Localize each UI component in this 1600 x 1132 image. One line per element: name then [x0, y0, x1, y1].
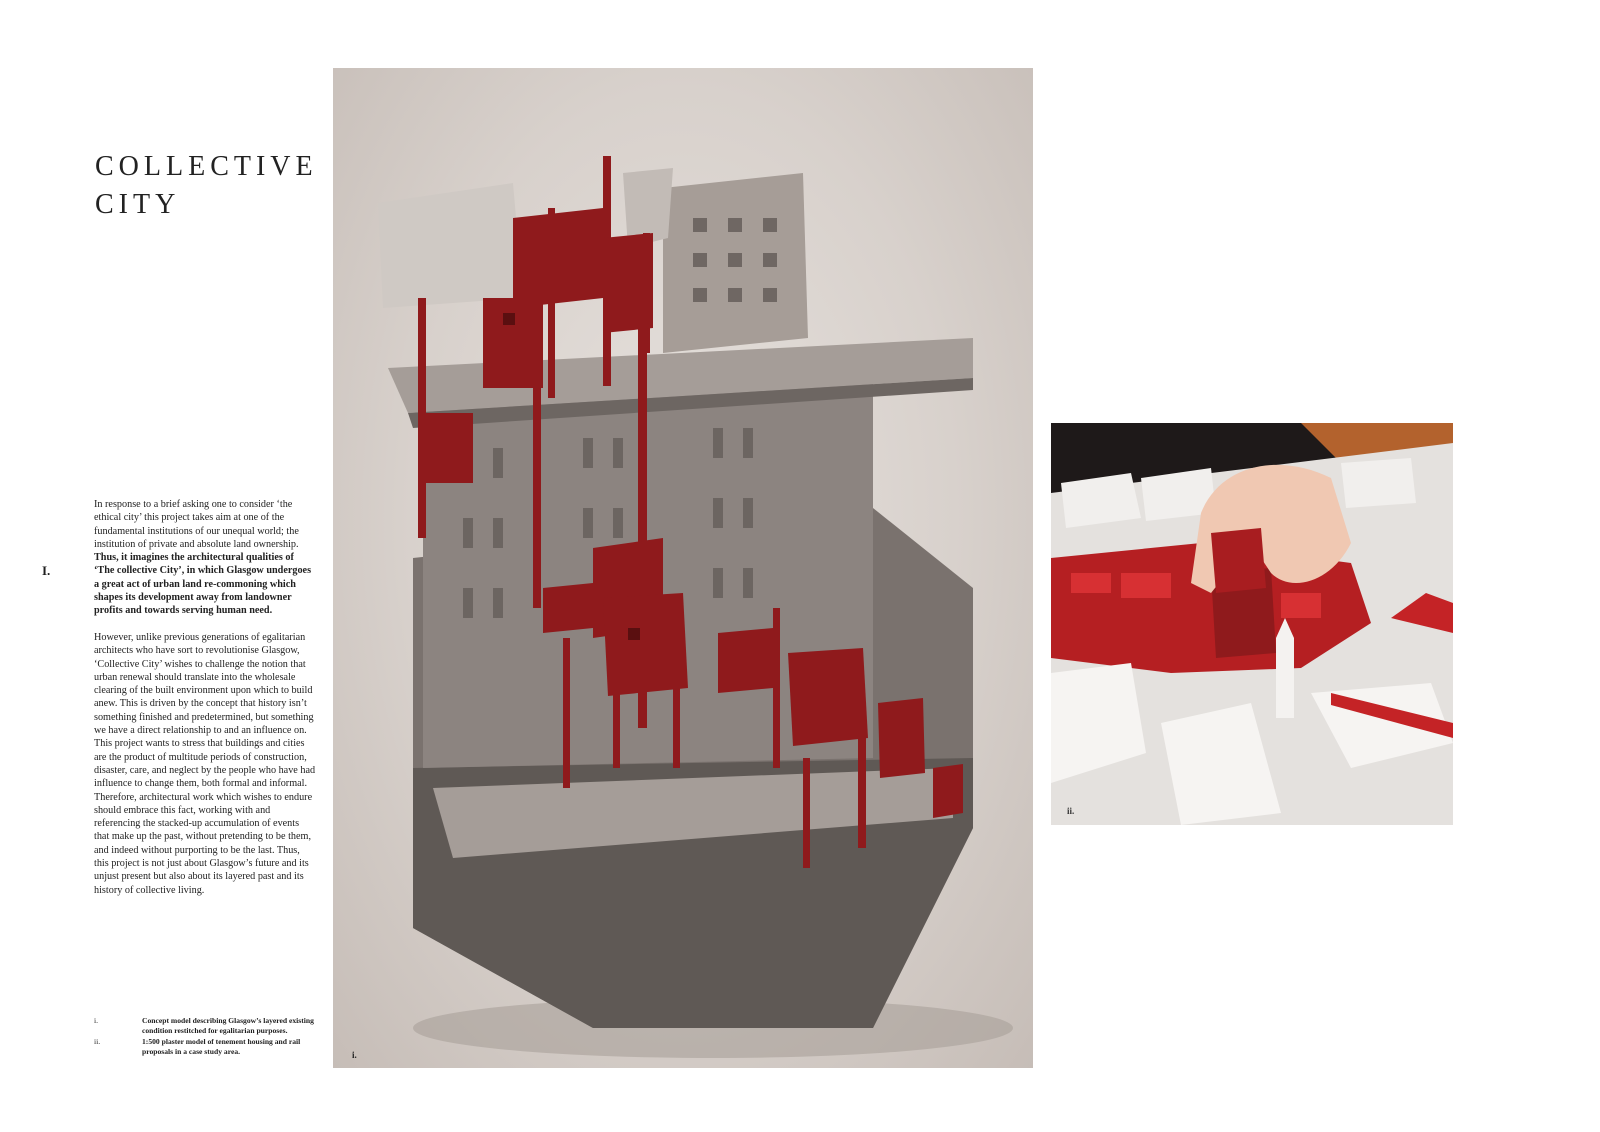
body-text	[94, 498, 316, 910]
plaster-model-illustration	[1051, 423, 1453, 825]
plaster-model-photo	[1051, 423, 1453, 825]
caption-2-number: ii.	[94, 1037, 101, 1047]
title-line-1: COLLECTIVE	[95, 151, 318, 182]
title-line-2: CITY	[95, 189, 181, 220]
caption-2-text: 1:500 plaster model of tenement housing and rail proposals in a case study area.	[142, 1037, 301, 1056]
caption-1-number: i.	[94, 1016, 99, 1025]
paragraph-1-bold: Thus, it imagines the architectural qualities of ‘The collective City’, in which Glasgow undergoes a great act of urban land re-commoning which shapes its development away from landowner profits and towards serving human need.	[94, 552, 312, 617]
concept-model-illustration	[333, 68, 1033, 1068]
caption-1-text: Concept model describing Glasgow’s layered existing condition restitched for egalitarian purposes.	[142, 1016, 314, 1035]
caption-2	[94, 1037, 319, 1056]
main-photo-label: i.	[352, 1050, 357, 1060]
captions	[94, 1016, 319, 1058]
section-number: I.	[42, 563, 51, 578]
side-photo-label: ii.	[1067, 806, 1075, 816]
caption-1	[94, 1016, 319, 1035]
paragraph-1	[94, 498, 316, 618]
page-title	[95, 148, 318, 224]
concept-model-photo	[333, 68, 1033, 1068]
paragraph-2: However, unlike previous generations of egalitarian architects who have sort to revolutionise Glasgow, ‘Collective City’ wishes to challenge the notion that urban renewal should translate into the wholesale clearing of the built environment upon which to build anew. This is driven by the concept that history isn’t something finished and predetermined, but something we have a direct relationship to and an influence on. This project wants to stress that buildings and cities are the product of multitude periods of construction, disaster, care, and neglect by the people who have had influence to change them, both formal and informal. Therefore, architectural work which wishes to endure should embrace this fact, working with and referencing the stacked-up accumulation of events that make up the past, without pretending to be them, and indeed without purporting to be the last. Thus, this project is not just about Glasgow’s future and its unjust present but also about its layered past and its history of collective living.	[94, 631, 316, 896]
paragraph-1-plain: In response to a brief asking one to consider ‘the ethical city’ this project takes aim at one of the fundamental institutions of our unequal world; the institution of private and absolute land ownership.	[94, 499, 299, 550]
